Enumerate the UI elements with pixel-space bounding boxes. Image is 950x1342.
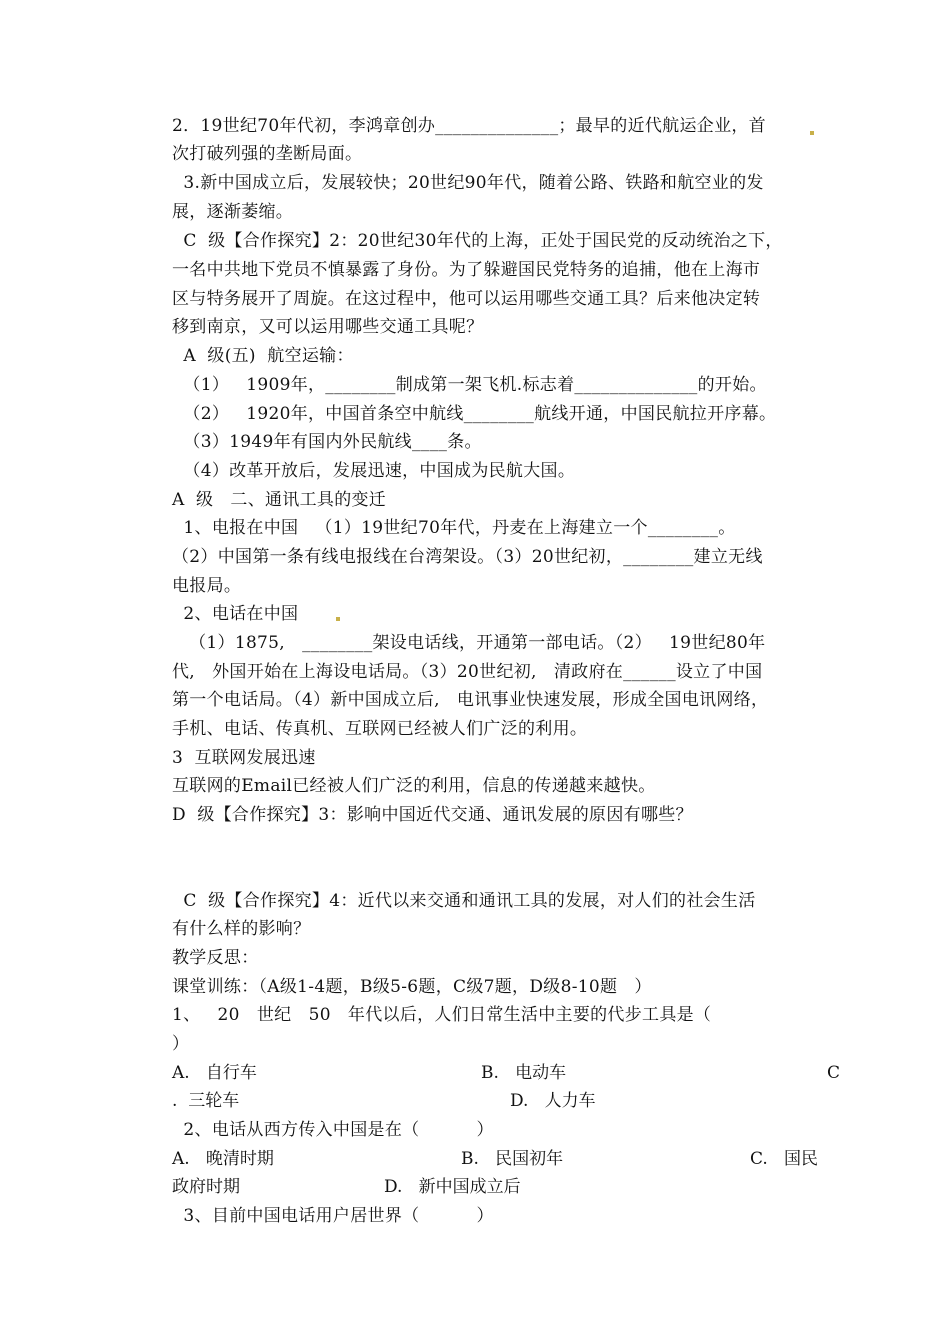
text-line: 手机、电话、传真机、互联网已经被人们广泛的利用。 <box>172 719 588 739</box>
text-line: 一名中共地下党员不慎暴露了身份。为了躲避国民党特务的追捕，他在上海市 <box>172 260 761 280</box>
text-line: （2） 1920年，中国首条空中航线________航线开通，中国民航拉开序幕。 <box>172 404 777 424</box>
text-line: 代, 外国开始在上海设电话局。（3）20世纪初, 清政府在______设立了中国 <box>172 662 763 682</box>
text-line: （1）1875, ________架设电话线，开通第一部电话。（2） 19世纪80年 <box>172 633 766 653</box>
section-heading: 3 互联网发展迅速 <box>172 748 316 768</box>
text-line: ） <box>172 1034 190 1054</box>
text-line: （1） 1909年，________制成第一架飞机.标志着______________的开始。 <box>172 375 767 395</box>
text-line: 电报局。 <box>172 576 242 596</box>
text-line: C 级【合作探究】4：近代以来交通和通讯工具的发展，对人们的社会生活 <box>172 891 756 911</box>
text-line: 3.新中国成立后，发展较快；20世纪90年代，随着公路、铁路和航空业的发 <box>172 173 764 193</box>
stray-mark <box>810 131 814 135</box>
text-line: 教学反思： <box>172 948 259 968</box>
q1-option-c: . 三轮车 <box>172 1091 240 1111</box>
text-line: 次打破列强的垄断局面。 <box>172 144 363 164</box>
text-line: 展，逐渐萎缩。 <box>172 202 294 222</box>
question-2: 2、电话从西方传入中国是在（ ） <box>172 1120 494 1140</box>
stray-mark <box>336 617 340 621</box>
text-line: 区与特务展开了周旋。在这过程中，他可以运用哪些交通工具？后来他决定转 <box>172 289 761 309</box>
text-line: 有什么样的影响？ <box>172 919 311 939</box>
text-line: 第一个电话局。（4）新中国成立后, 电讯事业快速发展，形成全国电讯网络， <box>172 690 769 710</box>
q2-option-a: A. 晚清时期 <box>172 1149 274 1169</box>
text-line: 2．19世纪70年代初，李鸿章创办______________；最早的近代航运企业，首 <box>172 116 766 136</box>
q2-option-c-cont: 政府时期 <box>172 1177 240 1197</box>
question-3: 3、目前中国电话用户居世界（ ） <box>172 1206 494 1226</box>
section-heading: A 级(五) 航空运输： <box>172 346 354 366</box>
text-line: 移到南京，又可以运用哪些交通工具呢？ <box>172 317 484 337</box>
text-line: D 级【合作探究】3：影响中国近代交通、通讯发展的原因有哪些？ <box>172 805 693 825</box>
text-line: 互联网的Email已经被人们广泛的利用，信息的传递越来越快。 <box>172 776 656 796</box>
q1-option-c-letter: C <box>827 1063 841 1083</box>
text-line: C 级【合作探究】2：20世纪30年代的上海，正处于国民党的反动统治之下， <box>172 231 783 251</box>
q1-option-b: B. 电动车 <box>481 1063 567 1083</box>
text-line: 2、电话在中国 <box>172 604 299 624</box>
section-heading: A 级 二、通讯工具的变迁 <box>172 490 387 510</box>
text-line: 1、电报在中国 （1）19世纪70年代，丹麦在上海建立一个________。 <box>172 518 736 538</box>
text-line: （3）1949年有国内外民航线____条。 <box>172 432 482 452</box>
q1-option-a: A. 自行车 <box>172 1063 257 1083</box>
text-line: （4）改革开放后，发展迅速，中国成为民航大国。 <box>172 461 576 481</box>
q2-option-c: C. 国民 <box>750 1149 819 1169</box>
text-line: 课堂训练：（A级1-4题，B级5-6题，C级7题，D级8-10题 ） <box>172 977 652 997</box>
question-1: 1、 20 世纪 50 年代以后，人们日常生活中主要的代步工具是（ <box>172 1005 712 1025</box>
q2-option-b: B. 民国初年 <box>461 1149 564 1169</box>
text-line: （2）中国第一条有线电报线在台湾架设。（3）20世纪初，________建立无线 <box>172 547 763 567</box>
q2-option-d: D. 新中国成立后 <box>384 1177 521 1197</box>
q1-option-d: D. 人力车 <box>510 1091 596 1111</box>
